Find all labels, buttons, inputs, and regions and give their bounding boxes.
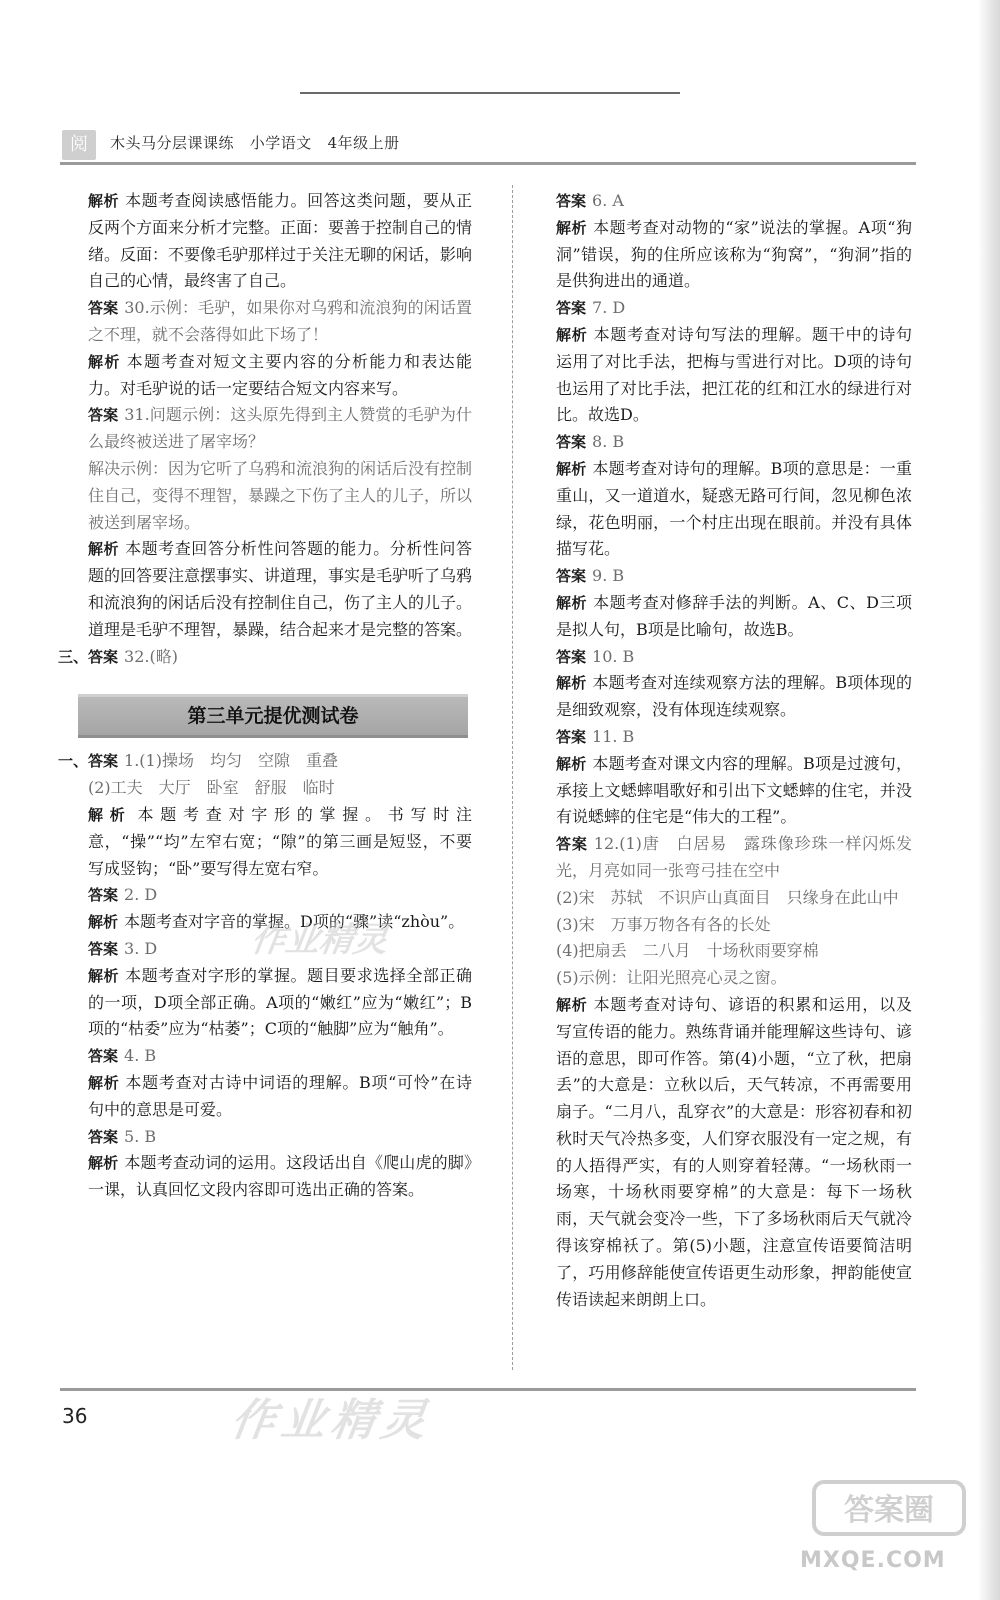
answer-entry	[556, 429, 912, 456]
answer-label: 答案	[88, 886, 119, 905]
answer-continuation	[556, 912, 912, 939]
explanation-entry	[556, 215, 912, 295]
page-edge-shadow	[978, 0, 1000, 1600]
section-number: 一、	[58, 752, 89, 771]
answer-text: 31.问题示例：这头原先得到主人赞赏的毛驴为什么最终被送进了屠宰场？	[88, 405, 472, 452]
explanation-text: 本题考查对诗句的理解。B项的意思是：一重重山，又一道道水，疑惑无路可行间，忽见柳色浓绿，花色明丽，一个村庄出现在眼前。并没有具体描写花。	[556, 458, 912, 559]
answer-label: 答案	[88, 647, 119, 666]
explanation-text: 本题考查对动物的“家”说法的掌握。A项“狗洞”错误，狗的住所应该称为“狗窝”，“狗洞”指的是供狗进出的通道。	[556, 217, 912, 291]
left-column	[58, 188, 473, 1204]
answer-label: 答案	[88, 406, 119, 425]
explanation-entry	[556, 992, 912, 1314]
answer-entry	[58, 644, 472, 671]
page-header	[60, 126, 916, 162]
answer-text: 1.(1)操场 均匀 空隙 重叠	[124, 751, 338, 771]
answer-continuation	[88, 775, 472, 802]
site-url: MXQE.COM	[800, 1548, 946, 1573]
answer-text: (3)宋 万事万物各有各的长处	[556, 914, 771, 934]
explanation-label: 解析	[88, 192, 120, 210]
explanation-text: 本题考查对修辞手法的判断。A、C、D三项是拟人句，B项是比喻句，故选B。	[556, 592, 912, 639]
explanation-entry	[88, 802, 472, 882]
explanation-text: 本题考查动词的运用。这段话出自《爬山虎的脚》一课，认真回忆文段内容即可选出正确的答案。	[88, 1153, 472, 1200]
explanation-text: 本题考查对短文主要内容的分析能力和表达能力。对毛驴说的话一定要结合短文内容来写。	[88, 351, 472, 398]
explanation-entry	[556, 322, 912, 429]
answer-text: 8. B	[592, 432, 625, 452]
explanation-entry	[556, 456, 912, 563]
answer-label: 答案	[88, 1047, 119, 1066]
answer-entry	[556, 724, 912, 751]
answer-continuation	[88, 456, 472, 536]
answer-entry	[556, 295, 912, 322]
answer-entry	[88, 295, 472, 349]
answer-entry	[88, 882, 472, 909]
answer-text: 11. B	[592, 726, 635, 746]
answer-text: 6. A	[592, 191, 624, 210]
explanation-entry	[88, 188, 472, 295]
explanation-entry	[88, 349, 472, 403]
answer-text: 7. D	[592, 298, 626, 318]
explanation-entry	[556, 751, 912, 831]
answer-text: (2)工夫 大厅 卧室 舒服 临时	[88, 778, 335, 798]
explanation-entry	[556, 670, 912, 724]
answer-text: (2)宋 苏轼 不识庐山真面目 只缘身在此山中	[556, 887, 899, 907]
answer-continuation	[556, 938, 912, 965]
explanation-text: 本题考查对连续观察方法的理解。B项体现的是细致观察，没有体现连续观察。	[556, 673, 912, 720]
section-number: 三、	[58, 647, 89, 666]
answer-text: 2. D	[124, 885, 158, 905]
explanation-text: 本题考查对字形的掌握。题目要求选择全部正确的一项，D项全部正确。A项的“嫩红”应为“嫩红”；B项的“枯委”应为“枯萎”；C项的“触脚”应为“触角”。	[88, 965, 472, 1039]
watermark-bottom: 作业精灵	[227, 1395, 435, 1446]
watermark-center: 作业精灵	[248, 920, 391, 960]
answer-entry	[556, 188, 912, 215]
explanation-text: 本题考查对古诗中词语的理解。B项“可怜”在诗句中的意思是可爱。	[88, 1072, 472, 1119]
section-banner: 第三单元提优测试卷	[78, 694, 468, 738]
answer-label: 答案	[88, 939, 119, 958]
answer-text: 3. D	[124, 938, 158, 958]
answer-label: 答案	[556, 192, 587, 210]
answer-label: 答案	[88, 752, 119, 771]
explanation-label: 解析	[556, 674, 587, 693]
header-rule	[60, 162, 916, 165]
answer-text: 32.(略)	[124, 646, 178, 666]
explanation-entry	[88, 1070, 472, 1124]
answer-entry	[88, 402, 472, 456]
answer-entry	[88, 1124, 472, 1151]
answer-label: 答案	[556, 433, 587, 452]
explanation-label: 解析	[88, 1073, 120, 1092]
column-divider	[512, 185, 513, 1370]
explanation-label: 解析	[88, 805, 132, 824]
answer-text: 5. B	[124, 1126, 157, 1146]
explanation-text: 本题考查对字音的掌握。D项的“骤”读“zhòu”。	[124, 912, 465, 932]
answer-entry	[88, 1043, 472, 1070]
right-column	[556, 188, 912, 1313]
book-logo: 阅	[62, 130, 96, 160]
answer-label: 答案	[556, 567, 587, 586]
explanation-text: 本题考查阅读感悟能力。回答这类问题，要从正反两个方面来分析才完整。正面：要善于控制自己的情绪。反面：不要像毛驴那样过于关注无聊的闲话，影响自己的心情，最终害了自己。	[88, 191, 473, 291]
answer-text: 10. B	[592, 646, 635, 666]
explanation-text: 本题考查对诗句、谚语的积累和运用，以及写宣传语的能力。熟练背诵并能理解这些诗句、谚语的意思，即可作答。第(4)小题，“立了秋，把扇丢”的大意是：立秋以后，天气转凉，不再需要用扇子。“二月八，乱穿衣”的大意是：形容初春和初秋时天气冷热多变，人们穿衣服没有一定之规，有的人捂得严实，有的人则穿着轻薄。“一场秋雨一场寒，十场秋雨要穿棉”的大意是：每下一场秋雨，天气就会变冷一些，下了多场秋雨后天气就冷得该穿棉袄了。第(5)小题，注意宣传语要简洁明了，巧用修辞能使宣传语更生动形象，押韵能使宣传语读起来朗朗上口。	[556, 994, 912, 1309]
explanation-label: 解析	[556, 218, 588, 237]
explanation-text: 本题考查对课文内容的理解。B项是过渡句，承接上文蟋蟀唱歌好和引出下文蟋蟀的住宅，并没有说蟋蟀的住宅是“伟大的工程”。	[556, 753, 912, 827]
answer-label: 答案	[88, 299, 119, 318]
answer-text: 4. B	[124, 1046, 157, 1066]
answer-label: 答案	[556, 727, 587, 746]
answer-continuation	[556, 885, 912, 912]
answer-text: 30.示例：毛驴，如果你对乌鸦和流浪狗的闲话置之不理，就不会落得如此下场了！	[88, 298, 472, 344]
explanation-label: 解析	[556, 459, 587, 478]
answer-text: (4)把扇丢 二八月 十场秋雨要穿棉	[556, 941, 819, 961]
explanation-label: 解析	[556, 593, 588, 612]
answer-text: (5)示例：让阳光照亮心灵之窗。	[556, 968, 787, 988]
explanation-label: 解析	[88, 540, 120, 559]
answer-entry	[556, 644, 912, 671]
answer-text: 解决示例：因为它听了乌鸦和流浪狗的闲话后没有控制住自己，变得不理智，暴躁之下伤了主人的儿子，所以被送到屠宰场。	[88, 458, 473, 532]
answer-label: 答案	[88, 1127, 119, 1146]
answer-label: 答案	[556, 647, 587, 666]
explanation-label: 解析	[556, 325, 588, 344]
explanation-label: 解析	[556, 995, 588, 1014]
explanation-label: 解析	[88, 1154, 119, 1173]
answer-entry	[58, 748, 472, 775]
footer-rule	[60, 1388, 916, 1391]
explanation-entry	[88, 1150, 472, 1204]
page-number: 36	[62, 1404, 88, 1428]
explanation-text: 本题考查对诗句写法的理解。题干中的诗句运用了对比手法，把梅与雪进行对比。D项的诗句也运用了对比手法，把江花的红和江水的绿进行对比。故选D。	[556, 324, 912, 425]
answer-label: 答案	[556, 299, 587, 318]
top-rule	[300, 92, 680, 94]
book-title: 木头马分层课课练 小学语文 4年级上册	[110, 134, 400, 152]
site-logo-icon	[812, 1476, 972, 1540]
explanation-entry	[88, 536, 472, 643]
explanation-label: 解析	[88, 966, 120, 985]
answer-entry	[556, 563, 912, 590]
explanation-text: 本题考查回答分析性问答题的能力。分析性问答题的回答要注意摆事实、讲道理，事实是毛驴听了乌鸦和流浪狗的闲话后没有控制住自己，伤了主人的儿子。道理是毛驴不理智，暴躁，结合起来才是完整的答案。	[88, 539, 473, 639]
answer-entry	[556, 831, 912, 885]
explanation-entry	[88, 963, 472, 1043]
explanation-label: 解析	[88, 352, 121, 371]
explanation-label: 解析	[556, 754, 587, 773]
answer-label: 答案	[556, 835, 588, 854]
answer-text: 9. B	[592, 566, 625, 586]
explanation-entry	[556, 590, 912, 644]
explanation-text: 本题考查对字形的掌握。书写时注意，“操”“均”左窄右宽；“隙”的第三画是短竖，不要写成竖钩；“卧”要写得左宽右窄。	[88, 804, 472, 878]
site-logo-glyph: 答案圈	[844, 1493, 934, 1528]
explanation-label: 解析	[88, 913, 119, 932]
answer-continuation	[556, 965, 912, 992]
answer-text: 12.(1)唐 白居易 露珠像珍珠一样闪烁发光，月亮如同一张弯弓挂在空中	[556, 834, 912, 880]
